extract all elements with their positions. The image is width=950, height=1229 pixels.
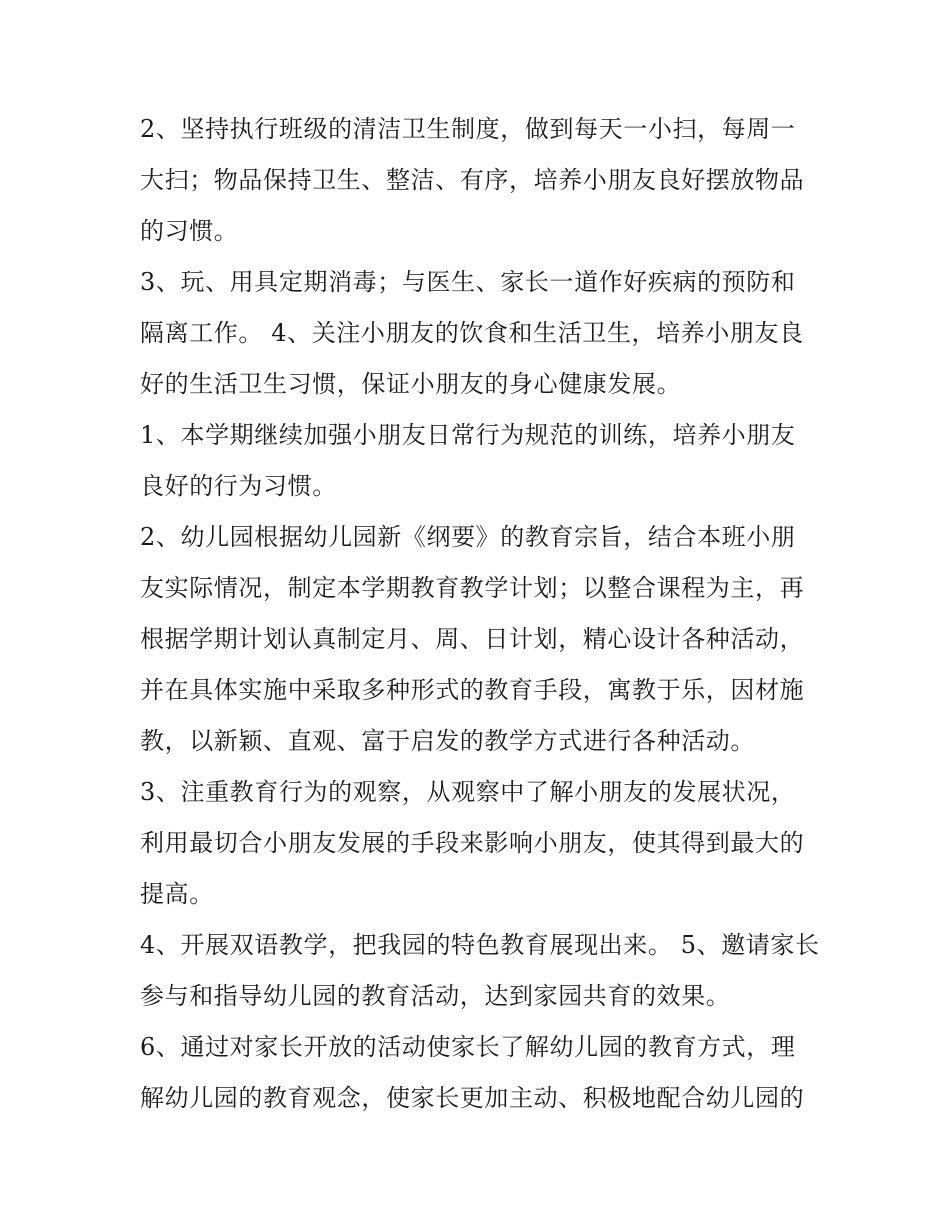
- paragraph-behavior-training: 1、本学期继续加强小朋友日常行为规范的训练，培养小朋友良好的行为习惯。: [140, 421, 796, 500]
- paragraph-observation: 3、注重教育行为的观察，从观察中了解小朋友的发展状况，利用最切合小朋友发展的手段来影响小朋友，使其得到最大的提高。: [140, 778, 805, 908]
- document-body: [140, 104, 820, 1124]
- paragraph-hygiene-system: 2、坚持执行班级的清洁卫生制度，做到每天一小扫，每周一大扫；物品保持卫生、整洁、有序，培养小朋友良好摆放物品的习惯。: [140, 115, 805, 245]
- paragraph-bilingual-and-parents: 4、开展双语教学，把我园的特色教育展现出来。 5、邀请家长参与和指导幼儿园的教育活动，达到家园共育的效果。: [140, 931, 820, 1010]
- paragraph-open-activities: 6、通过对家长开放的活动使家长了解幼儿园的教育方式，理解幼儿园的教育观念，使家长更加主动、积极地配合幼儿园的: [140, 1033, 805, 1112]
- paragraph-disinfection-and-diet: 3、玩、用具定期消毒；与医生、家长一道作好疾病的预防和隔离工作。 4、关注小朋友的饮食和生活卫生，培养小朋友良好的生活卫生习惯，保证小朋友的身心健康发展。: [140, 268, 804, 398]
- paragraph-teaching-plan: 2、幼儿园根据幼儿园新《纲要》的教育宗旨，结合本班小朋友实际情况，制定本学期教育教学计划；以整合课程为主，再根据学期计划认真制定月、周、日计划，精心设计各种活动，并在具体实施中采取多种形式的教育手段，寓教于乐，因材施教，以新颖、直观、富于启发的教学方式进行各种活动。: [140, 523, 805, 755]
